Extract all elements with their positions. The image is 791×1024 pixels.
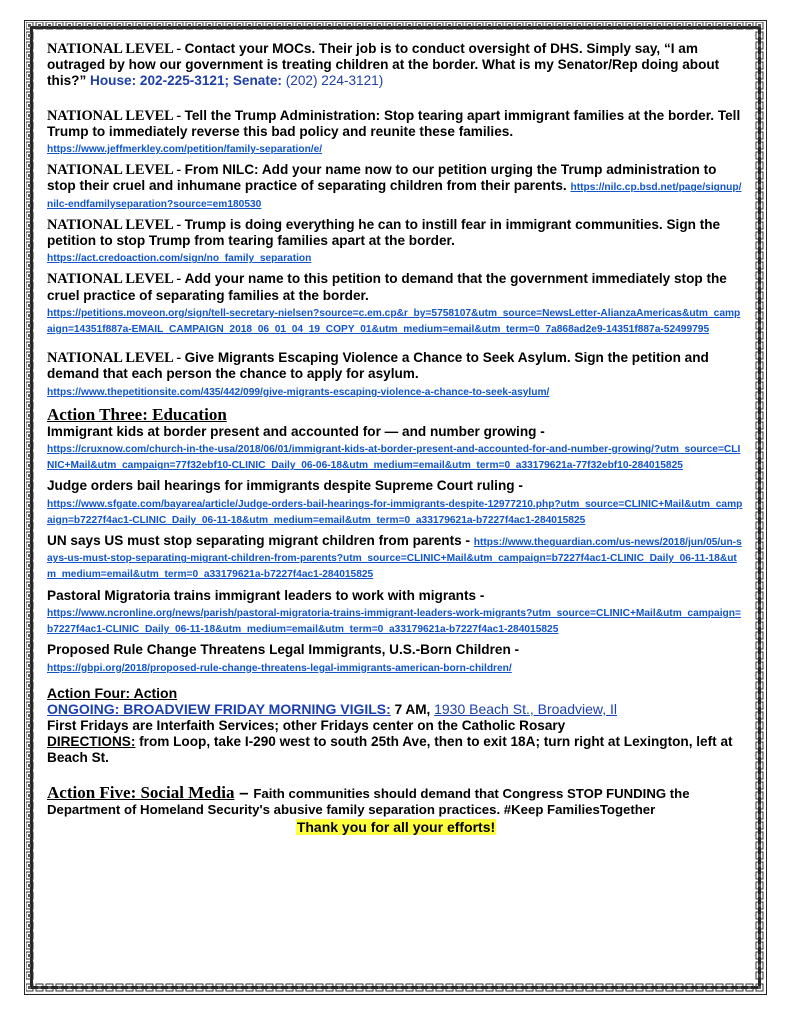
article-title: Proposed Rule Change Threatens Legal Immigrants, U.S.-Born Children - [47,642,520,658]
item-text: Give Migrants Escaping Violence a Chance to Seek Asylum. Sign the petition and demand that each person the chance to apply for asylum. [47,350,709,382]
item-text: Trump is doing everything he can to instill fear in immigrant communities. Sign the petition to stop Trump from tearing families apart at the border. [47,216,721,249]
item-tag: NATIONAL LEVEL - [47,271,185,288]
national-item-moc [47,41,745,90]
senate-phone: (202) 224-3121) [285,73,384,89]
national-item-credo [47,217,745,266]
petition-link[interactable]: https://www.thepetitionsite.com/435/442/099/give-migrants-escaping-violence-a-chance-to-seek-asylum/ [47,386,550,398]
petition-link[interactable]: https://act.credoaction.com/sign/no_family_separation [47,253,312,265]
vigil-title: ONGOING: BROADVIEW FRIDAY MORNING VIGILS: [47,700,391,717]
action-four [47,685,745,767]
article-link[interactable]: https://cruxnow.com/church-in-the-usa/2018/06/01/immigrant-kids-at-border-present-and-accounted-for-and-number-growing/?utm_source=CLINIC+Mail&utm_campaign=77f32ebf10-CLINIC_Daily_06-06-18&utm_medium=email&utm_term=0_a33179621a-77f32ebf10-284015825 [47,444,741,472]
action-five-text: Faith communities should demand that Congress STOP FUNDING the Department of Homeland Security's abusive family separation practices. #Keep FamiliesTogether [47,785,690,817]
item-tag: NATIONAL LEVEL - [47,107,185,124]
item-tag: NATIONAL LEVEL - [47,350,185,367]
petition-link[interactable]: https://petitions.moveon.org/sign/tell-secretary-nielsen?source=c.em.cp&r_by=5758107&utm_source=NewsLetter-AlianzaAmericas&utm_campaign=14351f887a-EMAIL_CAMPAIGN_2018_06_01_04_19_COPY_01&utm_medium=email&utm_term=0_7a868ad2e9-14351f887a-52499795 [47,307,741,336]
national-item-asylum [47,350,745,399]
article-link[interactable]: https://www.theguardian.com/us-news/2018/jun/05/un-says-us-must-stop-separating-migrant-children-from-parents?utm_source=CLINIC+Mail&utm_campaign=b7227f4ac1-CLINIC_Daily_06-11-18&utm_medium=email&utm_term=0_a33179621a-b7227f4ac1-284015825 [47,537,742,581]
item-tag: NATIONAL LEVEL - [47,216,185,233]
heading-dash: – [234,782,254,802]
petition-link[interactable]: https://nilc.cp.bsd.net/page/signup/nilc-endfamilyseparation?source=em180530 [47,182,742,210]
vigil-services: First Fridays are Interfaith Services; other Fridays center on the Catholic Rosary [47,717,566,733]
education-heading: Action Three: Education [47,404,227,424]
national-item-nilc [47,162,745,211]
article-title: UN says US must stop separating migrant children from parents - [47,533,474,549]
article-item [47,424,745,473]
national-item-moveon [47,271,745,336]
article-link[interactable]: https://www.ncronline.org/news/parish/pastoral-migratoria-trains-immigrant-leaders-work-migrants?utm_source=CLINIC+Mail&utm_campaign=b7227f4ac1-CLINIC_Daily_06-11-18&utm_medium=email&utm_term=0_a33179621a-b7227f4ac1-284015825 [47,607,741,636]
thanks-highlight: Thank you for all your efforts! [296,818,496,835]
newsletter-content [47,41,745,837]
directions-text: from Loop, take I-290 west to south 25th Ave, then to exit 18A; turn right at Lexington, left at Beach St. [47,734,733,766]
vigil-time: 7 AM, [390,701,435,717]
article-item [47,588,745,637]
article-link[interactable]: https://www.sfgate.com/bayarea/article/Judge-orders-bail-hearings-for-immigrants-despite-12977210.php?utm_source=CLINIC+Mail&utm_campaign=b7227f4ac1-CLINIC_Daily_06-11-18&utm_medium=email&utm_term=0_a33179621a-b7227f4ac1-284015825 [47,498,743,526]
item-tag: NATIONAL LEVEL - [47,162,185,179]
national-item-trump-admin [47,108,745,157]
vigil-address-link[interactable]: 1930 Beach St., Broadview, Il [434,700,617,717]
item-text: Contact your MOCs. Their job is to conduct oversight of DHS. Simply say, “I am outraged by how our government is treating children at the border. What is my Senator/Rep doing about this?” [47,41,720,89]
item-tag: NATIONAL LEVEL - [47,41,185,57]
article-item [47,478,745,527]
article-link[interactable]: https://gbpi.org/2018/proposed-rule-change-threatens-legal-immigrants-american-born-children/ [47,662,512,674]
item-text: Tell the Trump Administration: Stop tearing apart immigrant families at the border. Tell Trump to immediately reverse this bad policy and reunite these families. [47,107,741,139]
petition-link[interactable]: https://www.jeffmerkley.com/petition/family-separation/e/ [47,144,323,156]
article-item [47,533,745,582]
action-five-heading: Action Five: Social Media [47,782,235,802]
thanks-line [47,819,745,837]
house-phone: House: 202-225-3121; Senate: [90,73,286,89]
article-title: Judge orders bail hearings for immigrants despite Supreme Court ruling - [47,478,523,494]
item-text: From NILC: Add your name now to our petition urging the Trump administration to stop their cruel and inhumane practice of separating children from their parents. [47,162,717,194]
action-five [47,783,745,818]
article-title: Pastoral Migratoria trains immigrant leaders to work with migrants - [47,587,485,603]
item-text: Add your name to this petition to demand that the government immediately stop the cruel practice of separating families at the border. [47,271,727,303]
article-title: Immigrant kids at border present and accounted for — and number growing - [47,423,545,439]
action-four-heading: Action Four: Action [47,684,178,701]
directions-label: DIRECTIONS: [47,734,136,750]
article-item [47,642,745,674]
